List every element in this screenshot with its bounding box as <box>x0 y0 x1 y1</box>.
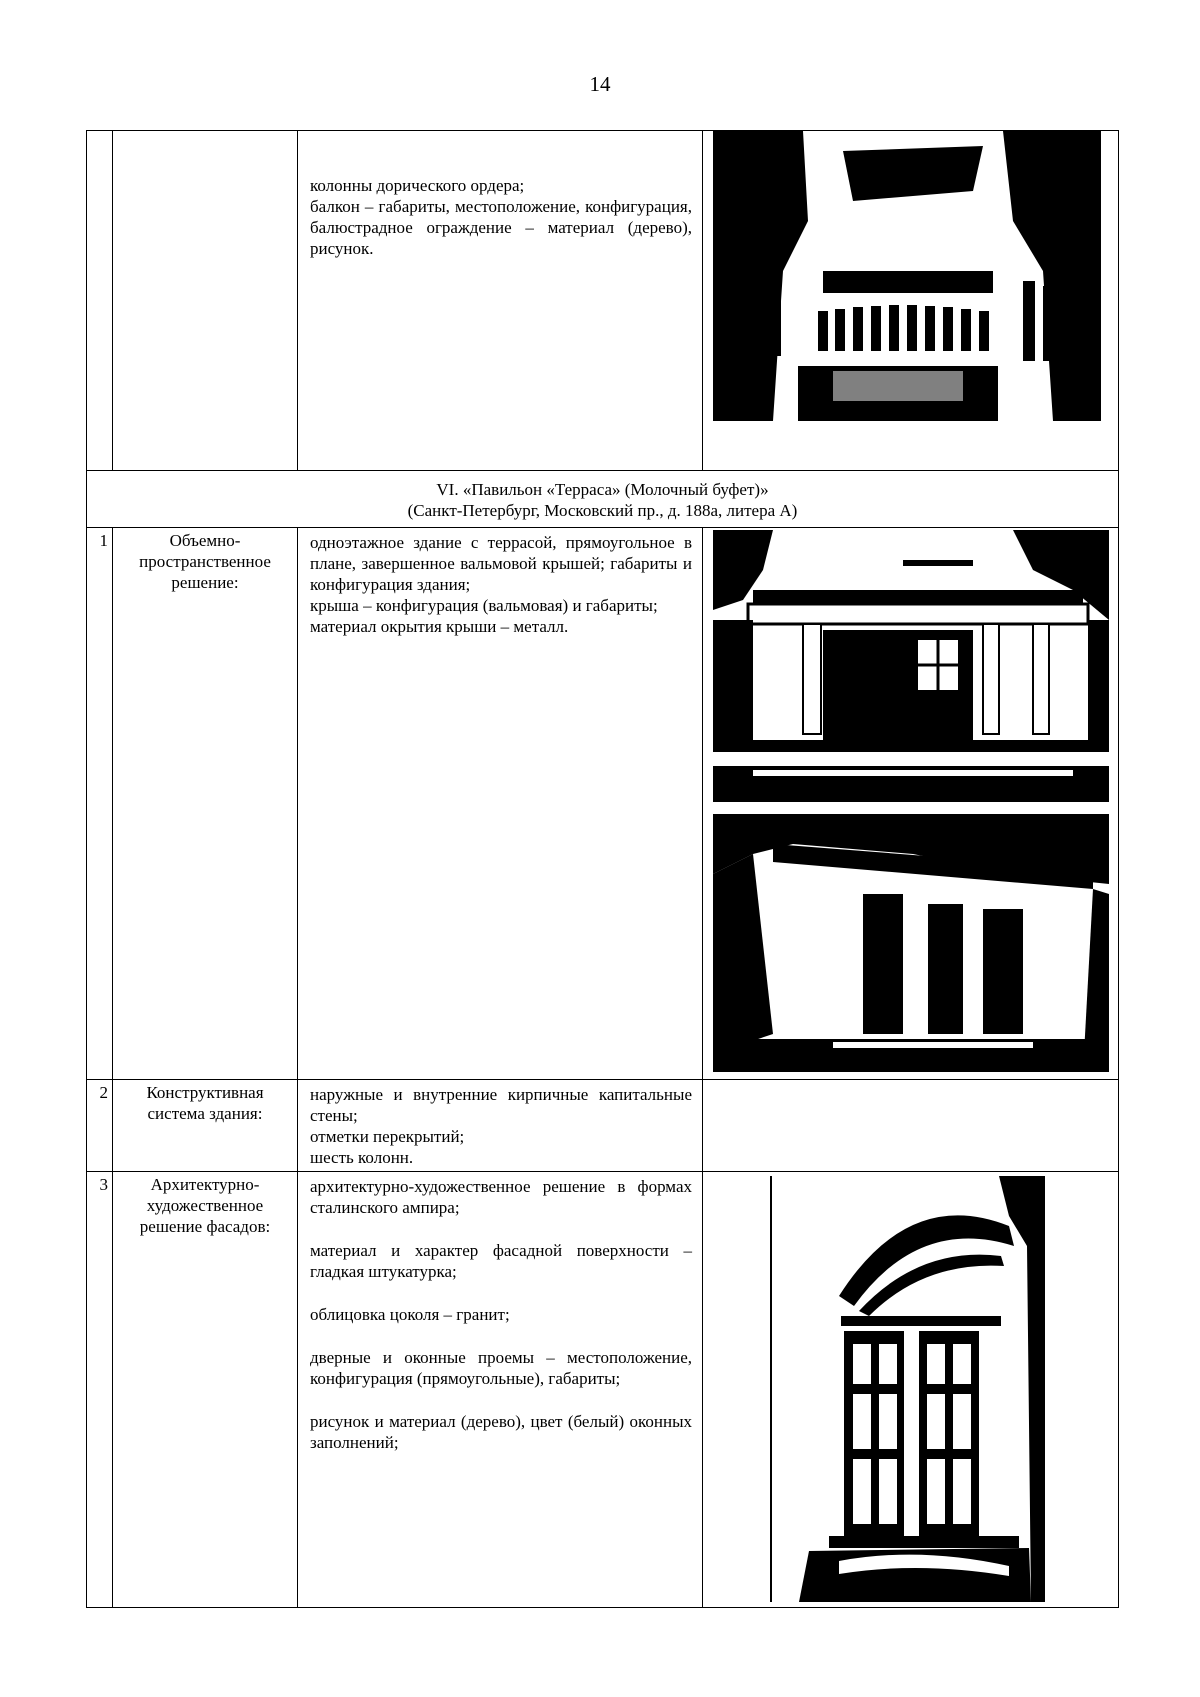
balcony-photo <box>713 131 1101 421</box>
row-name-cell: Конструктивная система здания: <box>113 1080 298 1172</box>
description-line: архитектурно-художественное решение в формах сталинского ампира; <box>310 1177 692 1217</box>
section-header-row <box>87 471 1119 528</box>
photo-cell <box>703 1080 1119 1172</box>
row-description-cell <box>298 528 703 1080</box>
row-description-cell <box>298 131 703 471</box>
section-title: VI. «Павильон «Терраса» (Молочный буфет)» <box>436 480 769 499</box>
row-number-cell <box>87 131 113 471</box>
row-number-cell: 3 <box>87 1172 113 1608</box>
description-line: колонны дорического ордера; <box>310 176 525 195</box>
description-line: рисунок и материал (дерево), цвет (белый) оконных заполнений; <box>310 1412 692 1452</box>
page-number: 14 <box>589 72 611 96</box>
row-number-cell: 1 <box>87 528 113 1080</box>
description-line: одноэтажное здание с террасой, прямоугольное в плане, завершенное вальмовой крышей; габариты и конфигурация здания; <box>310 533 692 594</box>
section-address: (Санкт-Петербург, Московский пр., д. 188а, литера А) <box>407 501 798 520</box>
row-description-cell <box>298 1080 703 1172</box>
table-row <box>87 1172 1119 1608</box>
row-description-cell <box>298 1172 703 1608</box>
window-detail-photo <box>769 1176 1045 1602</box>
row-name-cell: Архитектурно-художественное решение фасадов: <box>113 1172 298 1608</box>
pavilion-front-photo <box>713 530 1109 802</box>
register-table <box>86 130 1119 1608</box>
description-line: шесть колонн. <box>310 1148 414 1167</box>
description-line: материал окрытия крыши – металл. <box>310 617 569 636</box>
photo-cell <box>703 131 1119 471</box>
table-row <box>87 528 1119 1080</box>
table-row-continuation <box>87 131 1119 471</box>
description-line: облицовка цоколя – гранит; <box>310 1305 510 1324</box>
photo-cell <box>703 528 1119 1080</box>
row-number-cell: 2 <box>87 1080 113 1172</box>
description-line: дверные и оконные проемы – местоположение, конфигурация (прямоугольные), габариты; <box>310 1348 692 1388</box>
description-line: материал и характер фасадной поверхности – гладкая штукатурка; <box>310 1241 692 1281</box>
row-name-cell <box>113 131 298 471</box>
row-name-cell: Объемно-пространственное решение: <box>113 528 298 1080</box>
description-line: наружные и внутренние кирпичные капитальные стены; <box>310 1085 692 1125</box>
table-row <box>87 1080 1119 1172</box>
description-line: отметки перекрытий; <box>310 1127 465 1146</box>
description-line: крыша – конфигурация (вальмовая) и габариты; <box>310 596 658 615</box>
photo-cell <box>703 1172 1119 1608</box>
description-line: балкон – габариты, местоположение, конфигурация, балюстрадное ограждение – материал (дерево), рисунок. <box>310 197 692 258</box>
pavilion-side-photo <box>713 814 1109 1072</box>
section-header-cell <box>87 471 1119 528</box>
